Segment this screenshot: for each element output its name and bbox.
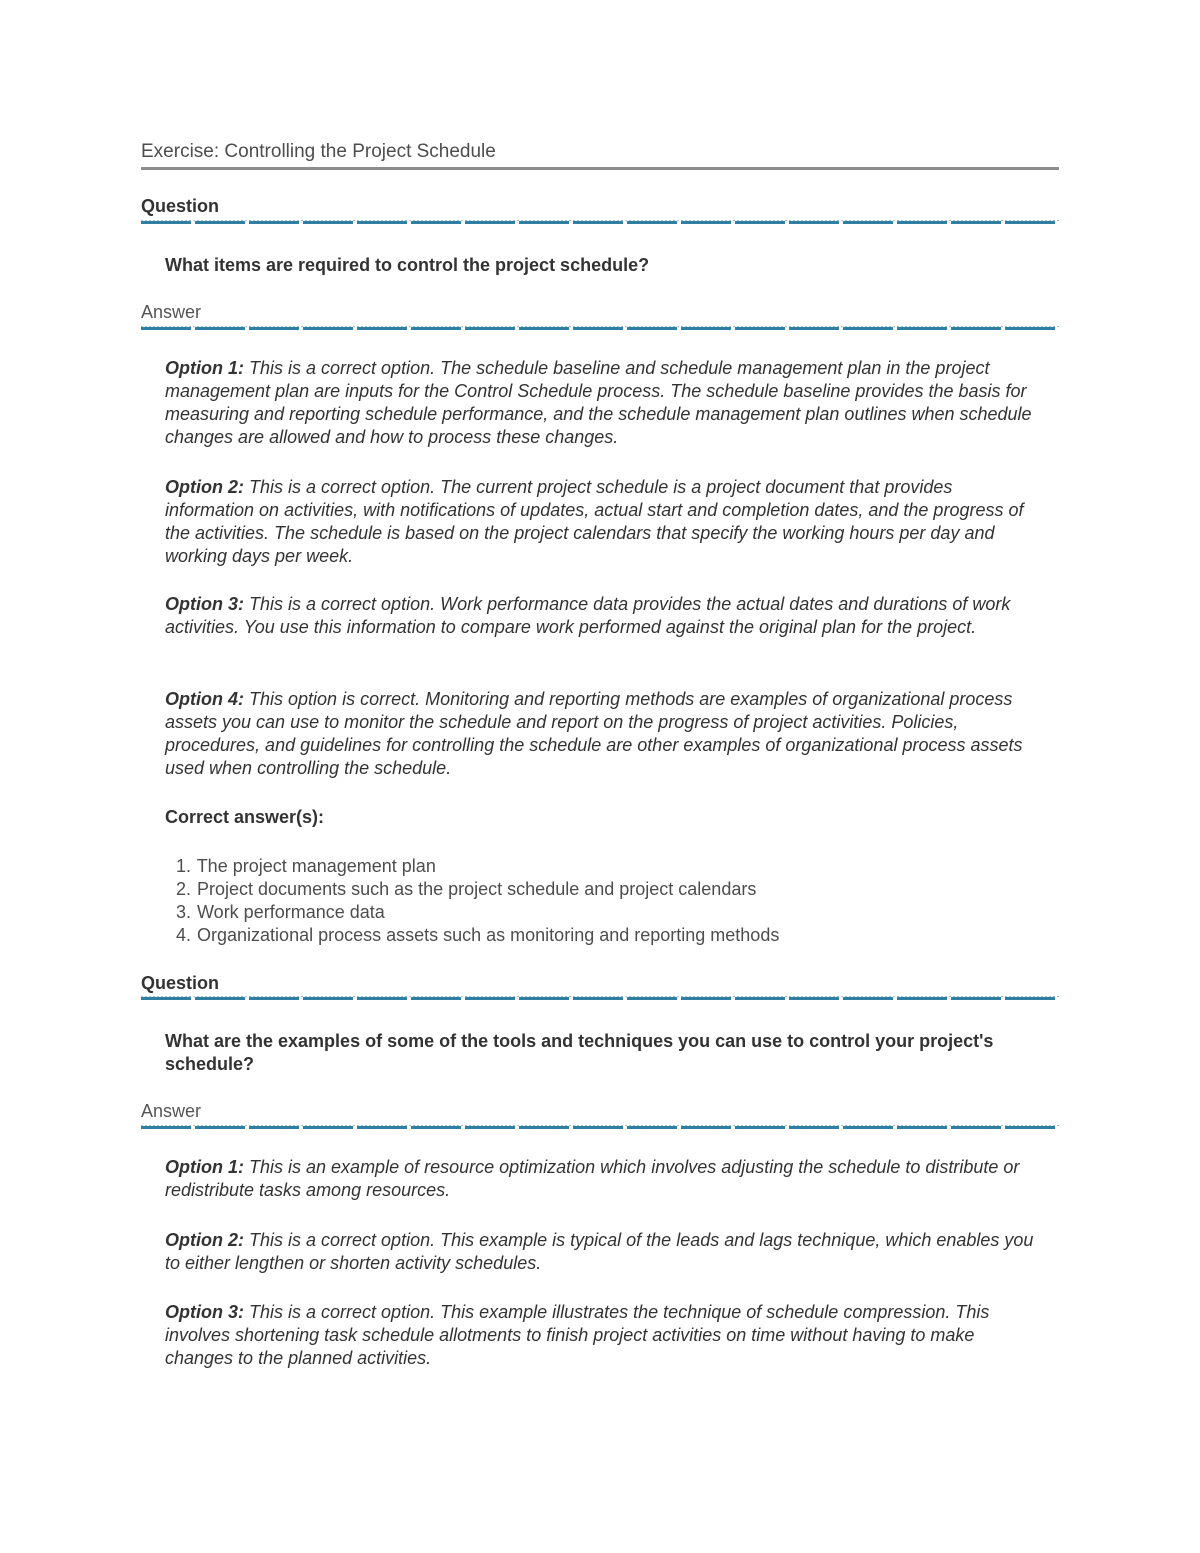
question-text: What items are required to control the project schedule?	[165, 255, 650, 275]
answer-option	[165, 1229, 1040, 1275]
option-text: This is a correct option. This example illustrates the technique of schedule compression. This involves shortening task schedule allotments to finish project activities on time without having to make changes to the planned activities.	[165, 1302, 990, 1368]
question-text: What are the examples of some of the tools and techniques you can use to control your project's schedule?	[165, 1031, 994, 1074]
option-label: Option 4:	[165, 689, 244, 709]
option-text: This is a correct option. Work performance data provides the actual dates and durations of work activities. You use this information to compare work performed against the original plan for the project.	[165, 594, 1011, 637]
question-divider	[141, 997, 1059, 1000]
title-divider	[141, 167, 1059, 170]
list-number: 2.	[175, 879, 191, 899]
list-text: Organizational process assets such as monitoring and reporting methods	[197, 925, 780, 945]
answer-heading: Answer	[141, 302, 202, 322]
list-text: The project management plan	[196, 856, 436, 876]
option-label: Option 2:	[165, 1230, 244, 1250]
list-number: 4.	[175, 925, 191, 945]
option-text: This option is correct. Monitoring and reporting methods are examples of organizational process assets you can use to monitor the schedule and report on the progress of project activities. Policies, procedures, and guidelines for controlling the schedule are other examples of organizational process assets used when controlling the schedule.	[165, 689, 1023, 778]
answer-divider	[141, 327, 1059, 330]
option-label: Option 1:	[165, 358, 244, 378]
list-item	[165, 855, 779, 878]
list-item	[165, 924, 779, 947]
question-heading: Question	[141, 196, 220, 216]
option-label: Option 3:	[165, 1302, 244, 1322]
list-item	[165, 901, 779, 924]
answer-option	[165, 688, 1040, 780]
list-text: Work performance data	[197, 902, 385, 922]
list-number: 3.	[175, 902, 191, 922]
answer-heading: Answer	[141, 1101, 202, 1121]
option-text: This is an example of resource optimization which involves adjusting the schedule to distribute or redistribute tasks among resources.	[165, 1157, 1020, 1200]
answer-option	[165, 593, 1040, 639]
option-text: This is a correct option. This example is typical of the leads and lags technique, which enables you to either lengthen or shorten activity schedules.	[165, 1230, 1034, 1273]
list-item	[165, 878, 779, 901]
option-label: Option 2:	[165, 477, 244, 497]
question-divider	[141, 221, 1059, 224]
option-label: Option 3:	[165, 594, 244, 614]
correct-answers-heading: Correct answer(s):	[165, 807, 325, 827]
list-number: 1.	[175, 856, 191, 876]
answer-option	[165, 476, 1040, 568]
question-heading: Question	[141, 973, 220, 993]
answer-option	[165, 1156, 1040, 1202]
answer-option	[165, 1301, 1040, 1370]
answer-option	[165, 357, 1040, 449]
answer-divider	[141, 1126, 1059, 1129]
option-text: This is a correct option. The schedule baseline and schedule management plan in the project management plan are inputs for the Control Schedule process. The schedule baseline provides the basis for measuring and reporting schedule performance, and the schedule management plan outlines when schedule changes are allowed and how to process these changes.	[165, 358, 1032, 447]
list-text: Project documents such as the project schedule and project calendars	[197, 879, 757, 899]
correct-answers-list	[165, 855, 779, 947]
document-title: Exercise: Controlling the Project Schedule	[141, 141, 496, 162]
option-text: This is a correct option. The current project schedule is a project document that provides information on activities, with notifications of updates, actual start and completion dates, and the progress of the activities. The schedule is based on the project calendars that specify the working hours per day and working days per week.	[165, 477, 1024, 566]
option-label: Option 1:	[165, 1157, 244, 1177]
